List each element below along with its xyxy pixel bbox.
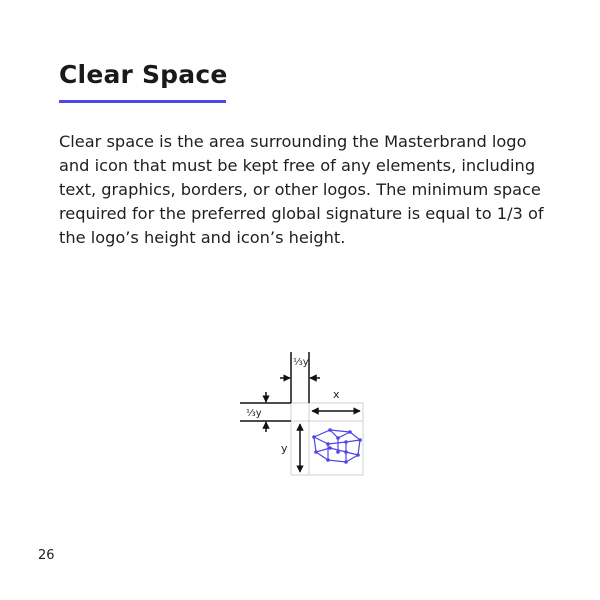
page-number: 26 [38,548,55,563]
label-x: x [333,388,340,401]
page-title: Clear Space [59,60,228,89]
clear-space-grid [291,403,363,475]
label-left-third-y: ⅓y [246,408,262,419]
label-y: y [281,442,288,455]
masterbrand-icon [312,428,362,464]
body-paragraph: Clear space is the area surrounding the Masterbrand logo and icon that must be kept free of any elements, including text, graphics, borders, or other logos. The minimum space required for the preferred global signature is equal to 1/3 of the logo’s height and icon’s height. [59,132,544,247]
label-top-third-y: ⅓y [293,357,309,368]
